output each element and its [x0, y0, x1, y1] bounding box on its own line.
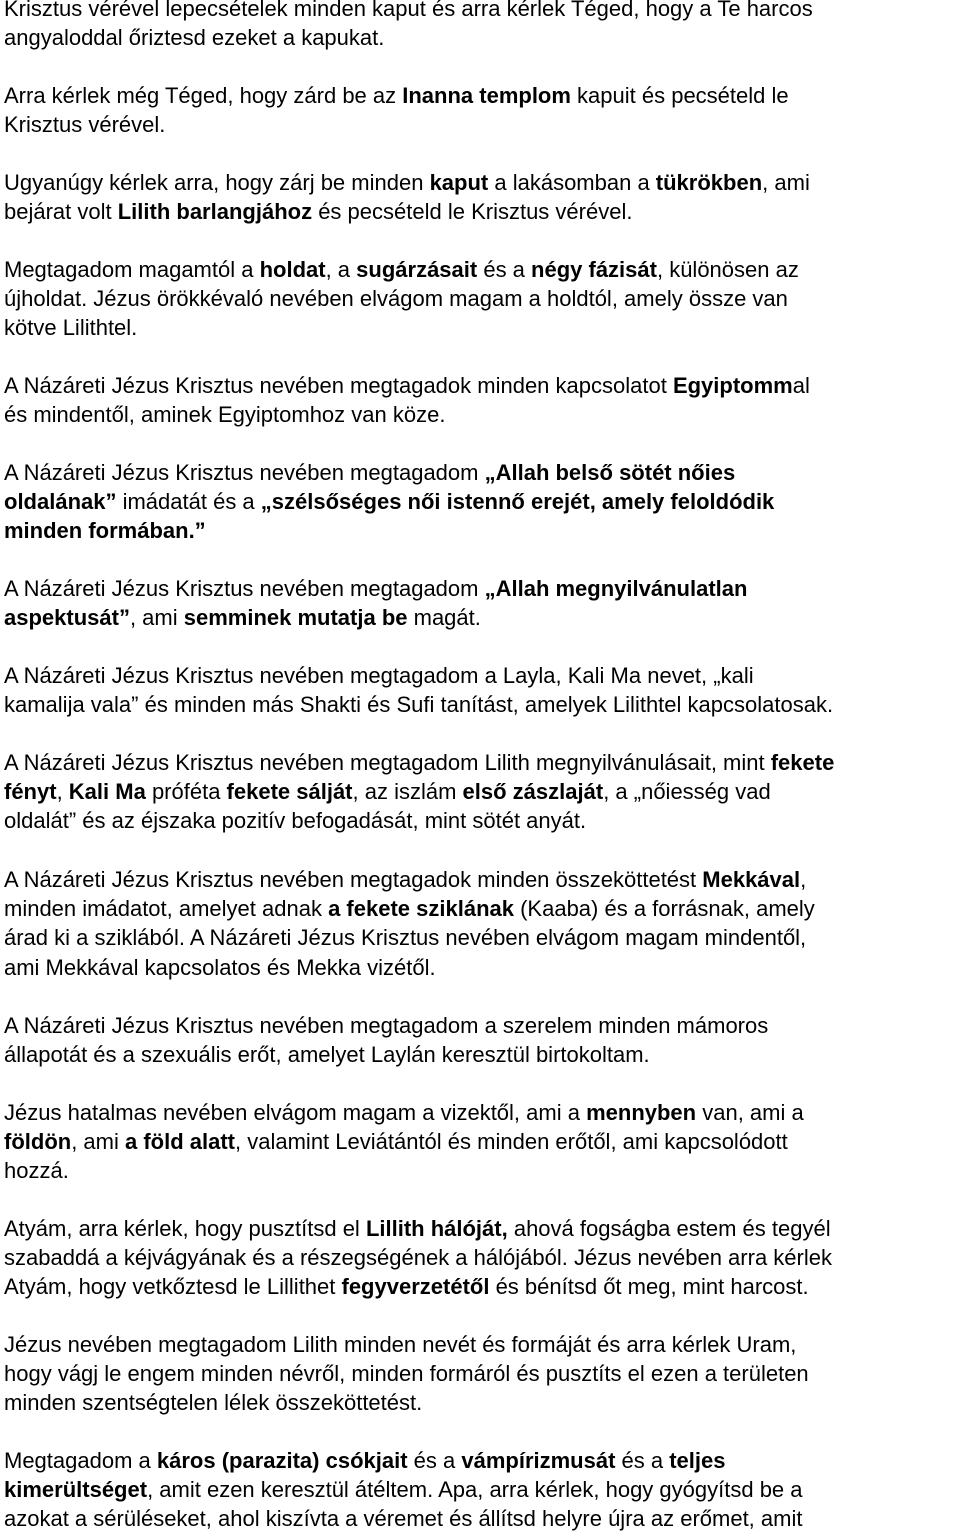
text-run: A Názáreti Jézus Krisztus nevében megtagadom a Layla, Kali Ma nevet, „kali — [4, 663, 754, 688]
bold-text: földön — [4, 1129, 72, 1155]
paragraph — [4, 661, 960, 719]
text-run: Megtagadom a — [4, 1448, 157, 1473]
text-line — [4, 690, 960, 719]
text-line — [4, 516, 960, 545]
text-run: hozzá. — [4, 1158, 69, 1184]
text-run: kamalija vala” és minden más Shakti és Sufi tanítást, amelyek Lilithtel kapcsolatosak. — [4, 692, 834, 718]
bold-text: sugárzásait — [356, 257, 478, 282]
bold-text: Egyiptomm — [672, 373, 793, 398]
text-line — [4, 777, 960, 806]
paragraph — [4, 255, 960, 343]
bold-text: „Allah belső sötét nőies — [484, 460, 736, 485]
text-run: szabaddá a kéjvágyának és a részegségének a hálójából. Jézus nevében arra kérlek — [4, 1245, 832, 1271]
text-run: , a — [325, 257, 357, 282]
text-run: A Názáreti Jézus Krisztus nevében megtagadom a szerelem minden mámoros — [4, 1013, 769, 1038]
paragraph — [4, 371, 960, 429]
text-run: állapotát és a szexuális erőt, amelyet Laylán keresztül birtokoltam. — [4, 1042, 650, 1068]
text-run: ahová fogságba estem és tegyél — [507, 1216, 831, 1241]
text-line — [4, 0, 960, 23]
text-run: ami Mekkával kapcsolatos és Mekka vizétől. — [4, 954, 436, 980]
text-run: kapuit és pecsételd le — [570, 83, 789, 108]
paragraph — [4, 1330, 960, 1418]
text-line — [4, 661, 960, 690]
text-line — [4, 865, 960, 894]
text-line — [4, 1272, 960, 1301]
text-line — [4, 1359, 960, 1388]
bold-text: teljes — [669, 1448, 726, 1473]
text-line — [4, 1330, 960, 1359]
bold-text: Lilith barlangjához — [117, 199, 313, 225]
paragraph — [4, 1446, 960, 1534]
text-run: Atyám, hogy vetkőztesd le Lillithet — [4, 1274, 342, 1300]
text-line — [4, 806, 960, 835]
text-run: Krisztus vérével lepecsételek minden kaput és arra kérlek Téged, hogy a Te harcos — [4, 0, 813, 21]
text-line — [4, 894, 960, 923]
text-run: , ami — [762, 170, 810, 195]
bold-text: semminek mutatja be — [183, 605, 408, 631]
text-line — [4, 1011, 960, 1040]
text-run: Ugyanúgy kérlek arra, hogy zárj be minden — [4, 170, 430, 195]
bold-text: fegyverzetétől — [341, 1274, 490, 1300]
text-line — [4, 953, 960, 982]
text-line — [4, 458, 960, 487]
text-line — [4, 313, 960, 342]
text-line — [4, 1214, 960, 1243]
text-run: , a „nőiesség vad — [603, 779, 771, 805]
paragraph — [4, 0, 960, 52]
text-line — [4, 487, 960, 516]
paragraph — [4, 168, 960, 226]
paragraph — [4, 1011, 960, 1069]
text-run: és pecsételd le Krisztus vérével. — [312, 199, 633, 225]
text-run: a lakásomban a — [488, 170, 656, 195]
text-run: , különösen az — [656, 257, 799, 282]
text-run: A Názáreti Jézus Krisztus nevében megtagadom Lilith megnyilvánulásait, mint — [4, 750, 771, 775]
text-run: minden imádatot, amelyet adnak — [4, 896, 329, 922]
text-run: és bénítsd őt meg, mint harcost. — [489, 1274, 809, 1300]
text-run: al — [792, 373, 810, 398]
bold-text: holdat — [259, 257, 326, 282]
text-line — [4, 748, 960, 777]
bold-text: kaput — [429, 170, 489, 195]
text-run: , amit ezen keresztül átéltem. Apa, arra kérlek, hogy gyógyítsd be a — [147, 1477, 803, 1503]
paragraph — [4, 574, 960, 632]
text-run: kötve Lilithtel. — [4, 315, 138, 341]
paragraph — [4, 865, 960, 982]
text-run: , valamint Leviátántól és minden erőtől, ami kapcsolódott — [235, 1129, 788, 1155]
bold-text: kimerültséget — [4, 1477, 148, 1503]
text-line — [4, 574, 960, 603]
text-line — [4, 1098, 960, 1127]
text-run: újholdat. Jézus örökkévaló nevében elvágom magam a holdtól, amely össze van — [4, 286, 788, 312]
bold-text: fényt — [4, 779, 57, 805]
text-line — [4, 255, 960, 284]
bold-text: Mekkával — [702, 867, 801, 892]
text-line — [4, 81, 960, 110]
text-line — [4, 400, 960, 429]
bold-text: vámpírizmusát — [461, 1448, 616, 1473]
text-run: imádatát és a — [116, 489, 261, 515]
text-run: , ami — [71, 1129, 125, 1155]
text-run: , az iszlám — [352, 779, 463, 805]
bold-text: „szélsőséges női istennő erejét, amely feloldódik — [260, 489, 775, 515]
text-run: azokat a sérüléseket, ahol kiszívta a véremet és állítsd helyre újra az erőmet, amit — [4, 1506, 803, 1532]
bold-text: a fekete sziklának — [328, 896, 514, 922]
bold-text: „Allah megnyilvánulatlan — [484, 576, 748, 601]
text-run: A Názáreti Jézus Krisztus nevében megtagadom — [4, 576, 485, 601]
text-run: A Názáreti Jézus Krisztus nevében megtagadom — [4, 460, 485, 485]
text-line — [4, 371, 960, 400]
bold-text: négy fázisát — [531, 257, 657, 282]
text-run: magát. — [407, 605, 481, 631]
text-run: Atyám, arra kérlek, hogy pusztítsd el — [4, 1216, 366, 1241]
bold-text: tükrökben — [655, 170, 763, 195]
text-run: angyaloddal őriztesd ezeket a kapukat. — [4, 25, 385, 51]
text-line — [4, 1388, 960, 1417]
bold-text: fekete — [770, 750, 835, 775]
text-run: minden szentségtelen lélek összeköttetést. — [4, 1390, 423, 1416]
text-run: és mindentől, aminek Egyiptomhoz van köze. — [4, 402, 446, 428]
bold-text: Inanna templom — [402, 83, 571, 108]
bold-text: minden formában.” — [4, 518, 206, 544]
text-line — [4, 110, 960, 139]
text-line — [4, 1127, 960, 1156]
text-run: , — [800, 867, 807, 892]
text-run: Megtagadom magamtól a — [4, 257, 260, 282]
text-line — [4, 1446, 960, 1475]
text-line — [4, 168, 960, 197]
text-run: A Názáreti Jézus Krisztus nevében megtagadok minden kapcsolatot — [4, 373, 673, 398]
paragraph — [4, 458, 960, 546]
bold-text: Lillith hálóját, — [365, 1216, 508, 1241]
paragraph — [4, 1214, 960, 1302]
bold-text: mennyben — [586, 1100, 697, 1125]
text-line — [4, 23, 960, 52]
text-line — [4, 1156, 960, 1185]
bold-text: káros (parazita) csókjait — [156, 1448, 408, 1473]
text-line — [4, 197, 960, 226]
text-run: Jézus nevében megtagadom Lilith minden nevét és formáját és arra kérlek Uram, — [4, 1332, 797, 1357]
text-line — [4, 603, 960, 632]
bold-text: első zászlaját — [462, 779, 604, 805]
text-run: Jézus hatalmas nevében elvágom magam a vizektől, ami a — [4, 1100, 587, 1125]
text-run: A Názáreti Jézus Krisztus nevében megtagadok minden összeköttetést — [4, 867, 703, 892]
text-line — [4, 1475, 960, 1504]
text-run: és a — [407, 1448, 462, 1473]
text-line — [4, 284, 960, 313]
bold-text: aspektusát” — [4, 605, 130, 631]
paragraph — [4, 748, 960, 836]
bold-text: oldalának” — [4, 489, 117, 515]
paragraph — [4, 81, 960, 139]
text-run: bejárat volt — [4, 199, 118, 225]
text-run: és a — [615, 1448, 670, 1473]
text-line — [4, 1040, 960, 1069]
text-run: oldalát” és az éjszaka pozitív befogadását, mint sötét anyát. — [4, 808, 587, 834]
paragraph — [4, 1098, 960, 1186]
text-run: Krisztus vérével. — [4, 112, 166, 138]
text-run: , — [56, 779, 69, 805]
text-line — [4, 923, 960, 952]
text-run: hogy vágj le engem minden névről, minden formáról és pusztíts el ezen a területen — [4, 1361, 809, 1387]
text-run: Arra kérlek még Téged, hogy zárd be az — [4, 83, 403, 108]
text-line — [4, 1504, 960, 1533]
text-run: (Kaaba) és a forrásnak, amely — [513, 896, 815, 922]
text-run: próféta — [145, 779, 227, 805]
bold-text: Kali Ma — [68, 779, 146, 805]
text-run: árad ki a sziklából. A Názáreti Jézus Krisztus nevében elvágom magam mindentől, — [4, 925, 807, 951]
bold-text: a föld alatt — [125, 1129, 236, 1155]
text-run: , ami — [129, 605, 184, 631]
bold-text: fekete sálját — [226, 779, 353, 805]
text-run: van, ami a — [696, 1100, 804, 1125]
text-run: és a — [477, 257, 532, 282]
text-line — [4, 1243, 960, 1272]
